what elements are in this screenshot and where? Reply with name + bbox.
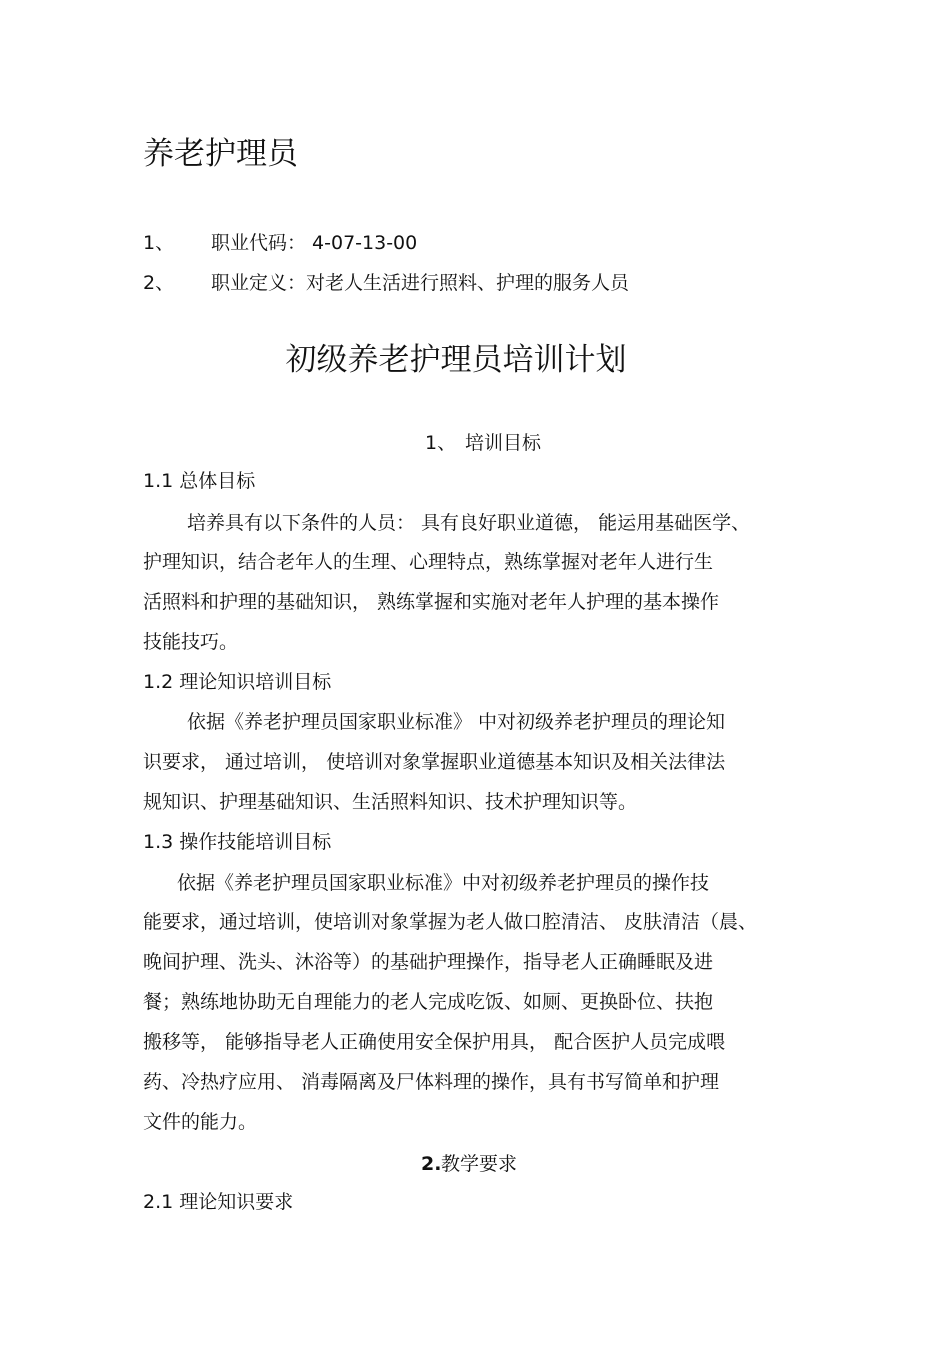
paragraph-line: 文件的能力。 [143, 1111, 258, 1133]
paragraph-line: 培养具有以下条件的人员： 具有良好职业道德， 能运用基础医学、 [187, 512, 751, 534]
paragraph-line: 晚间护理、洗头、沐浴等）的基础护理操作，指导老人正确睡眠及进 [143, 951, 714, 973]
paragraph-line: 技能技巧。 [143, 631, 239, 653]
paragraph-line: 能要求，通过培训，使培训对象掌握为老人做口腔清洁、 皮肤清洁（晨、 [143, 911, 758, 933]
paragraph-line: 餐；熟练地协助无自理能力的老人完成吃饭、如厕、更换卧位、扶抱 [143, 991, 714, 1013]
paragraph-line: 规知识、护理基础知识、生活照料知识、技术护理知识等。 [143, 791, 638, 813]
section-title: 教学要求 [441, 1153, 518, 1175]
occupation-definition: 职业定义：对老人生活进行照料、护理的服务人员 [211, 272, 630, 294]
info-item-number: 1、 [143, 232, 175, 254]
subsection-heading: 1.2 理论知识培训目标 [143, 671, 332, 693]
section-number: 2. [421, 1153, 442, 1175]
document-title: 养老护理员 [143, 136, 298, 172]
paragraph-line: 依据《养老护理员国家职业标准》中对初级养老护理员的操作技 [177, 872, 710, 894]
paragraph-line: 搬移等， 能够指导老人正确使用安全保护用具， 配合医护人员完成喂 [143, 1031, 726, 1053]
section-number: 1、 [425, 432, 457, 454]
subsection-heading: 2.1 理论知识要求 [143, 1191, 294, 1213]
plan-title: 初级养老护理员培训计划 [285, 342, 627, 378]
info-item-number: 2、 [143, 272, 175, 294]
section-title: 培训目标 [465, 432, 542, 454]
subsection-heading: 1.1 总体目标 [143, 470, 256, 492]
paragraph-line: 识要求， 通过培训， 使培训对象掌握职业道德基本知识及相关法律法 [143, 751, 726, 773]
paragraph-line: 活照料和护理的基础知识， 熟练掌握和实施对老年人护理的基本操作 [143, 591, 720, 613]
paragraph-line: 护理知识，结合老年人的生理、心理特点，熟练掌握对老年人进行生 [143, 551, 714, 573]
subsection-heading: 1.3 操作技能培训目标 [143, 831, 332, 853]
paragraph-line: 药、冷热疗应用、 消毒隔离及尸体料理的操作，具有书写简单和护理 [143, 1071, 720, 1093]
paragraph-line: 依据《养老护理员国家职业标准》 中对初级养老护理员的理论知 [187, 711, 726, 733]
occupation-code: 职业代码： 4-07-13-00 [211, 232, 418, 254]
